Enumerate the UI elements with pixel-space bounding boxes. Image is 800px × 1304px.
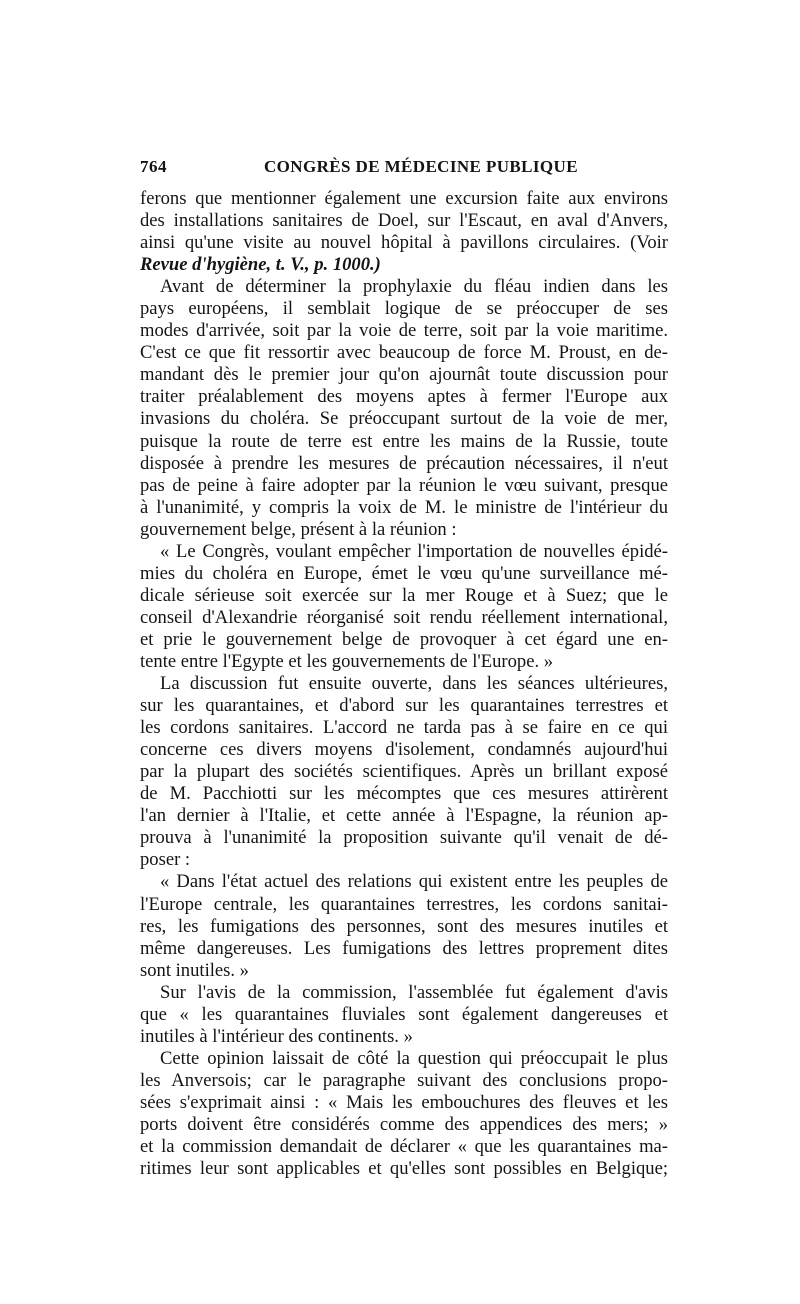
running-title: CONGRÈS DE MÉDECINE PUBLIQUE xyxy=(264,157,578,176)
text-line: ritimes leur sont applicables et qu'elles sont possibles en Belgique; xyxy=(140,1158,668,1180)
text-line: res, les fumigations des personnes, sont des mesures inutiles et xyxy=(140,915,668,937)
text-line: et prie le gouvernement belge de provoquer à cet égard une en- xyxy=(140,628,668,650)
text-line: sont inutiles. » xyxy=(140,959,249,981)
text-line: C'est ce que fit ressortir avec beaucoup de force M. Proust, en de- xyxy=(140,342,668,364)
paragraph-start: Cette opinion laissait de côté la question qui préoccupait le plus xyxy=(160,1047,668,1069)
text-line: prouva à l'unanimité la proposition suivante qu'il venait de dé- xyxy=(140,827,668,849)
text-line: tente entre l'Egypte et les gouvernements de l'Europe. » xyxy=(140,650,554,672)
text-line: invasions du choléra. Se préoccupant surtout de la voie de mer, xyxy=(140,408,668,430)
text-line: Revue d'hygiène, t. V., p. 1000.) xyxy=(140,254,381,276)
text-line: modes d'arrivée, soit par la voie de terre, soit par la voie maritime. xyxy=(140,320,668,342)
running-head xyxy=(140,157,668,181)
quote-start: « Dans l'état actuel des relations qui existent entre les peuples de xyxy=(160,871,668,893)
text-line: puisque la route de terre est entre les mains de la Russie, toute xyxy=(140,430,668,452)
text-line: ports doivent être considérés comme des appendices des mers; » xyxy=(140,1113,668,1135)
text-line: par la plupart des sociétés scientifiques. Après un brillant exposé xyxy=(140,761,668,783)
quote-start: « Le Congrès, voulant empêcher l'importation de nouvelles épidé- xyxy=(160,540,668,562)
paragraph-start: La discussion fut ensuite ouverte, dans les séances ultérieures, xyxy=(160,673,668,695)
text-line: pas de peine à faire adopter par la réunion le vœu suivant, presque xyxy=(140,474,668,496)
page-number: 764 xyxy=(140,157,167,176)
text-line: pays européens, il semblait logique de se préoccuper de ses xyxy=(140,298,668,320)
text-line: gouvernement belge, présent à la réunion : xyxy=(140,518,457,540)
text-line: sur les quarantaines, et d'abord sur les quarantaines terrestres et xyxy=(140,695,668,717)
paragraph-start: Avant de déterminer la prophylaxie du fléau indien dans les xyxy=(160,276,668,298)
text-line: et la commission demandait de déclarer « que les quarantaines ma- xyxy=(140,1136,668,1158)
text-line: mandant dès le premier jour qu'on ajournât toute discussion pour xyxy=(140,364,668,386)
text-line: que « les quarantaines fluviales sont également dangereuses et xyxy=(140,1003,668,1025)
text-line: ferons que mentionner également une excursion faite aux environs xyxy=(140,188,668,209)
text-line: inutiles à l'intérieur des continents. » xyxy=(140,1025,413,1047)
text-line: à l'unanimité, y compris la voix de M. le ministre de l'intérieur du xyxy=(140,496,668,518)
body-text xyxy=(140,188,668,1180)
text-line: ainsi qu'une visite au nouvel hôpital à pavillons circulaires. (Voir xyxy=(140,232,668,254)
text-line: conseil d'Alexandrie réorganisé soit rendu réellement international, xyxy=(140,606,668,628)
text-line: disposée à prendre les mesures de précaution nécessaires, il n'eut xyxy=(140,452,668,474)
text-line: même dangereuses. Les fumigations des lettres proprement dites xyxy=(140,937,668,959)
text-line: dicale sérieuse soit exercée sur la mer Rouge et à Suez; que le xyxy=(140,584,668,606)
text-line: l'Europe centrale, les quarantaines terrestres, les cordons sanitai- xyxy=(140,893,668,915)
text-line: poser : xyxy=(140,849,191,871)
text-line: de M. Pacchiotti sur les mécomptes que ces mesures attirèrent xyxy=(140,783,668,805)
text-line: l'an dernier à l'Italie, et cette année à l'Espagne, la réunion ap- xyxy=(140,805,668,827)
text-line: les cordons sanitaires. L'accord ne tarda pas à se faire en ce qui xyxy=(140,717,668,739)
text-line: concerne ces divers moyens d'isolement, condamnés aujourd'hui xyxy=(140,739,668,761)
text-line: des installations sanitaires de Doel, sur l'Escaut, en aval d'Anvers, xyxy=(140,210,668,232)
text-line: traiter préalablement des moyens aptes à fermer l'Europe aux xyxy=(140,386,668,408)
text-line: mies du choléra en Europe, émet le vœu qu'une surveillance mé- xyxy=(140,562,668,584)
text-line: les Anversois; car le paragraphe suivant des conclusions propo- xyxy=(140,1069,668,1091)
paragraph-start: Sur l'avis de la commission, l'assemblée fut également d'avis xyxy=(160,981,668,1003)
text-line: sées s'exprimait ainsi : « Mais les embouchures des fleuves et les xyxy=(140,1091,668,1113)
